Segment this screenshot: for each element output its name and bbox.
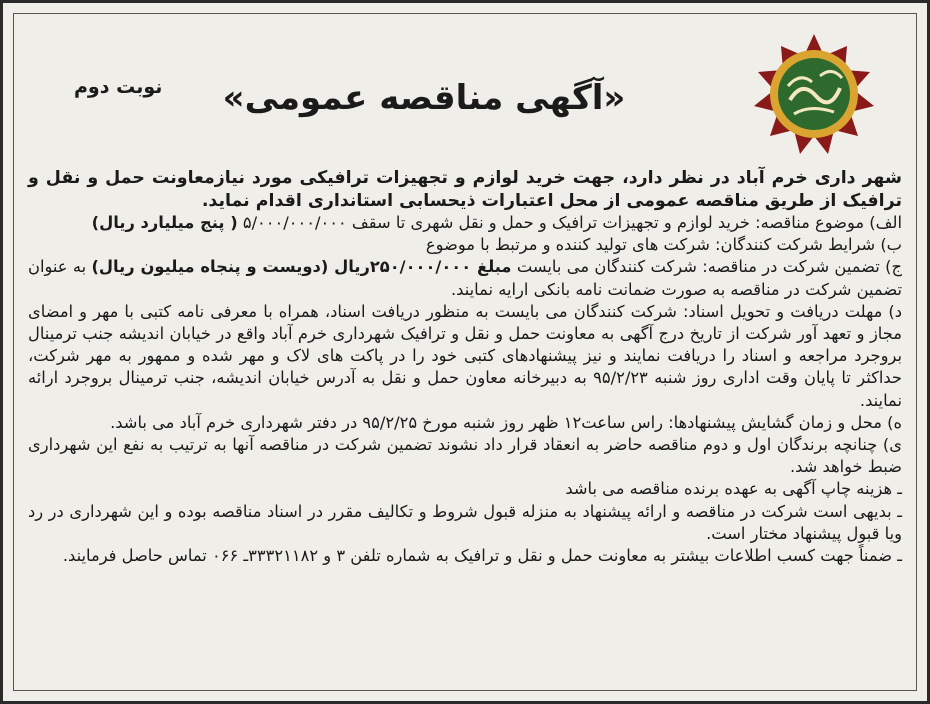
item-opening: ه) محل و زمان گشایش پیشنهادها: راس ساعت۱۲ ظهر روز شنبه مورخ ۹۵/۲/۲۵ در دفتر شهرداری خرم آباد می باشد. [110, 412, 902, 432]
municipality-seal-icon [750, 30, 878, 158]
note-acceptance: ـ بدیهی است شرکت در مناقصه و ارائه پیشنهاد به منزله قبول شروط و تکالیف مقرر در اسناد مناقصه بوده و این شهرداری در رد ویا قبول پیشنهاد مختار است. [28, 501, 902, 543]
note-cost: ـ هزینه چاپ آگهی به عهده برنده مناقصه می باشد [565, 479, 902, 499]
item-subject [28, 212, 902, 234]
notice-body [28, 167, 902, 567]
publication-round: نوبت دوم [74, 76, 163, 98]
item-guarantee-post: به عنوان تضمین شرکت در مناقصه به صورت ضمانت نامه بانکی ارایه نمایند. [28, 257, 902, 299]
item-subject-text: الف) موضوع مناقصه: خرید لوازم و تجهیزات ترافیک و حمل و نقل شهری تا سقف ۵/۰۰۰/۰۰۰/۰۰۰ [237, 213, 902, 232]
note-contact: ـ ضمناً جهت کسب اطلاعات بیشتر به معاونت حمل و نقل و ترافیک به شماره تلفن ۳ و ۳۳۳۲۱۱۸۲ـ ۰۶۶ تماس حاصل فرمایند. [62, 546, 902, 566]
item-deadline: د) مهلت دریافت و تحویل اسناد: شرکت کنندگان می بایست به منظور دریافت اسناد، همراه با معرفی نامه کتبی با مهر و امضای مجاز و تعهد آور شرکت از تاریخ درج آگهی به معاونت حمل و نقل و ترافیک شهرداری خرم آباد واقع در خیابان اندیشه جنب ترمینال بروجرد مراجعه و اسناد را دریافت نمایند و نیز پیشنهادهای کتبی خود را در پاکت های لاک و مهر شده و ممهور به مهر شرکت، حداکثر تا پایان وقت اداری روز شنبه ۹۵/۲/۲۳ به دبیرخانه معاون حمل و نقل به آدرس خیابان اندیشه، جنب ترمینال بروجرد ارائه نمایند. [28, 301, 902, 410]
item-forfeit: ی) چنانچه برندگان اول و دوم مناقصه حاضر به انعقاد قرار داد نشوند تضمین شرکت در مناقصه آنها به ترتیب به نفع این شهرداری ضبط خواهد شد. [28, 435, 902, 477]
item-subject-amount: ( پنج میلیارد ریال) [91, 213, 238, 232]
item-guarantee-pre: ج) تضمین شرکت در مناقصه: شرکت کنندگان می بایست [511, 257, 903, 277]
notice-title: «آگهی مناقصه عمومی» [222, 78, 626, 118]
item-participants: ب) شرایط شرکت کنندگان: شرکت های تولید کننده و مرتبط با موضوع [425, 235, 902, 255]
item-guarantee-amount: مبلغ ۲۵۰/۰۰۰/۰۰۰ریال (دویست و پنجاه میلیون ریال) [91, 257, 512, 277]
notice-intro: شهر داری خرم آباد در نظر دارد، جهت خرید لوازم و تجهیزات ترافیکی مورد نیازمعاونت حمل و نقل و ترافیک از طریق مناقصه عمومی از محل اعتبارات ذیحسابی استانداری اقدام نماید. [28, 168, 902, 211]
notice-frame [13, 13, 917, 691]
item-guarantee [28, 256, 902, 300]
notice-header [14, 14, 916, 156]
